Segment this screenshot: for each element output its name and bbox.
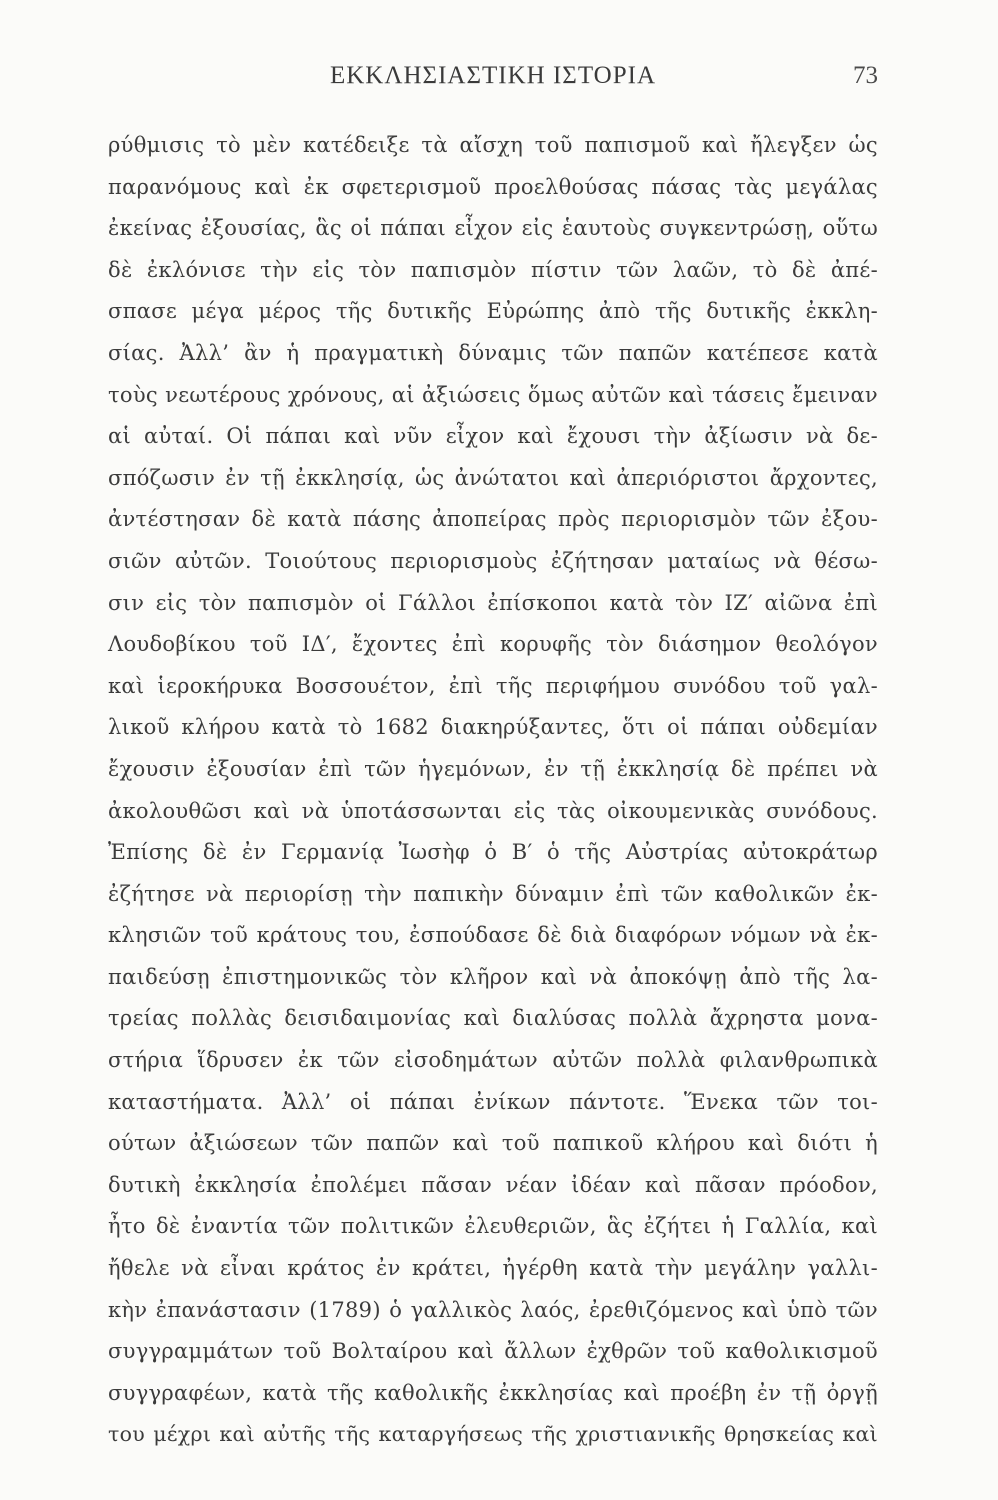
text-line: παιδεύσῃ ἐπιστημονικῶς τὸν κλῆρον καὶ νὰ ἀποκόψῃ ἀπὸ τῆς λα- [108,964,878,989]
text-line: συγγραμμάτων τοῦ Βολταίρου καὶ ἄλλων ἐχθρῶν τοῦ καθολικισμοῦ [108,1339,878,1364]
text-line: ἀκολουθῶσι καὶ νὰ ὑποτάσσωνται εἰς τὰς οἰκουμενικὰς συνόδους. [108,798,878,823]
text-line: σιῶν αὐτῶν. Τοιούτους περιορισμοὺς ἐζήτησαν ματαίως νὰ θέσω- [108,548,878,573]
text-line: σπασε μέγα μέρος τῆς δυτικῆς Εὐρώπης ἀπὸ τῆς δυτικῆς ἐκκλη- [108,299,878,324]
text-line: ἦτο δὲ ἐναντία τῶν πολιτικῶν ἐλευθεριῶν, ἃς ἐζήτει ἡ Γαλλία, καὶ [108,1214,878,1239]
text-line: δυτικὴ ἐκκλησία ἐπολέμει πᾶσαν νέαν ἰδέαν καὶ πᾶσαν πρόοδον, [108,1172,878,1197]
text-line: τοὺς νεωτέρους χρόνους, αἱ ἀξιώσεις ὅμως αὐτῶν καὶ τάσεις ἔμειναν [108,382,878,407]
text-line: ἐζήτησε νὰ περιορίσῃ τὴν παπικὴν δύναμιν ἐπὶ τῶν καθολικῶν ἐκ- [108,881,878,906]
running-title: ΕΚΚΛΗΣΙΑΣΤΙΚΗ ΙΣΤΟΡΙΑ [329,62,657,89]
text-line: ἐκείνας ἐξουσίας, ἃς οἱ πάπαι εἶχον εἰς ἑαυτοὺς συγκεντρώσῃ, οὕτω [108,216,878,241]
text-line: ούτων ἀξιώσεων τῶν παπῶν καὶ τοῦ παπικοῦ κλήρου καὶ διότι ἡ [108,1131,878,1156]
running-header [108,62,878,102]
text-line: τρείας πολλὰς δεισιδαιμονίας καὶ διαλύσας πολλὰ ἄχρηστα μονα- [108,1006,878,1031]
text-line: ἤθελε νὰ εἶναι κράτος ἐν κράτει, ἠγέρθη κατὰ τὴν μεγάλην γαλλι- [108,1256,878,1281]
text-line: καὶ ἱεροκήρυκα Βοσσουέτον, ἐπὶ τῆς περιφήμου συνόδου τοῦ γαλ- [108,673,878,698]
text-line: παρανόμους καὶ ἐκ σφετερισμοῦ προελθούσας πάσας τὰς μεγάλας [108,174,878,199]
text-line: ἔχουσιν ἐξουσίαν ἐπὶ τῶν ἡγεμόνων, ἐν τῇ ἐκκλησίᾳ δὲ πρέπει νὰ [108,756,878,781]
text-line: Ἐπίσης δὲ ἐν Γερμανίᾳ Ἰωσὴφ ὁ Β′ ὁ τῆς Αὐστρίας αὐτοκράτωρ [108,840,878,865]
text-line: του μέχρι καὶ αὐτῆς τῆς καταργήσεως τῆς χριστιανικῆς θρησκείας καὶ [108,1422,878,1447]
text-line: ἀντέστησαν δὲ κατὰ πάσης ἀποπείρας πρὸς περιορισμὸν τῶν ἐξου- [108,507,878,532]
text-line: αἱ αὐταί. Οἱ πάπαι καὶ νῦν εἶχον καὶ ἔχουσι τὴν ἀξίωσιν νὰ δε- [108,424,878,449]
text-line: ρύθμισις τὸ μὲν κατέδειξε τὰ αἴσχη τοῦ παπισμοῦ καὶ ἤλεγξεν ὡς [108,133,878,157]
text-line: καταστήματα. Ἀλλ’ οἱ πάπαι ἐνίκων πάντοτε. Ἕνεκα τῶν τοι- [108,1089,878,1114]
body-text [108,125,878,1456]
text-line: λικοῦ κλήρου κατὰ τὸ 1682 διακηρύξαντες, ὅτι οἱ πάπαι οὐδεμίαν [108,715,878,740]
text-line: δὲ ἐκλόνισε τὴν εἰς τὸν παπισμὸν πίστιν τῶν λαῶν, τὸ δὲ ἀπέ- [108,257,878,282]
text-line: στήρια ἵδρυσεν ἐκ τῶν εἰσοδημάτων αὐτῶν πολλὰ φιλανθρωπικὰ [108,1048,878,1073]
text-line: κλησιῶν τοῦ κράτους του, ἐσπούδασε δὲ διὰ διαφόρων νόμων νὰ ἐκ- [108,923,878,948]
text-line: σίας. Ἀλλ’ ἂν ἡ πραγματικὴ δύναμις τῶν παπῶν κατέπεσε κατὰ [108,340,878,365]
text-line: Λουδοβίκου τοῦ ΙΔ′, ἔχοντες ἐπὶ κορυφῆς τὸν διάσημον θεολόγον [108,632,878,657]
text-line: συγγραφέων, κατὰ τῆς καθολικῆς ἐκκλησίας καὶ προέβη ἐν τῇ ὀργῇ [108,1380,878,1405]
text-line: σιν εἰς τὸν παπισμὸν οἱ Γάλλοι ἐπίσκοποι κατὰ τὸν ΙΖ′ αἰῶνα ἐπὶ [108,590,878,615]
text-line: σπόζωσιν ἐν τῇ ἐκκλησίᾳ, ὡς ἀνώτατοι καὶ ἀπεριόριστοι ἄρχοντες, [108,465,878,490]
text-line: κὴν ἐπανάστασιν (1789) ὁ γαλλικὸς λαός, ἐρεθιζόμενος καὶ ὑπὸ τῶν [108,1297,878,1322]
page-number: 73 [853,62,878,89]
